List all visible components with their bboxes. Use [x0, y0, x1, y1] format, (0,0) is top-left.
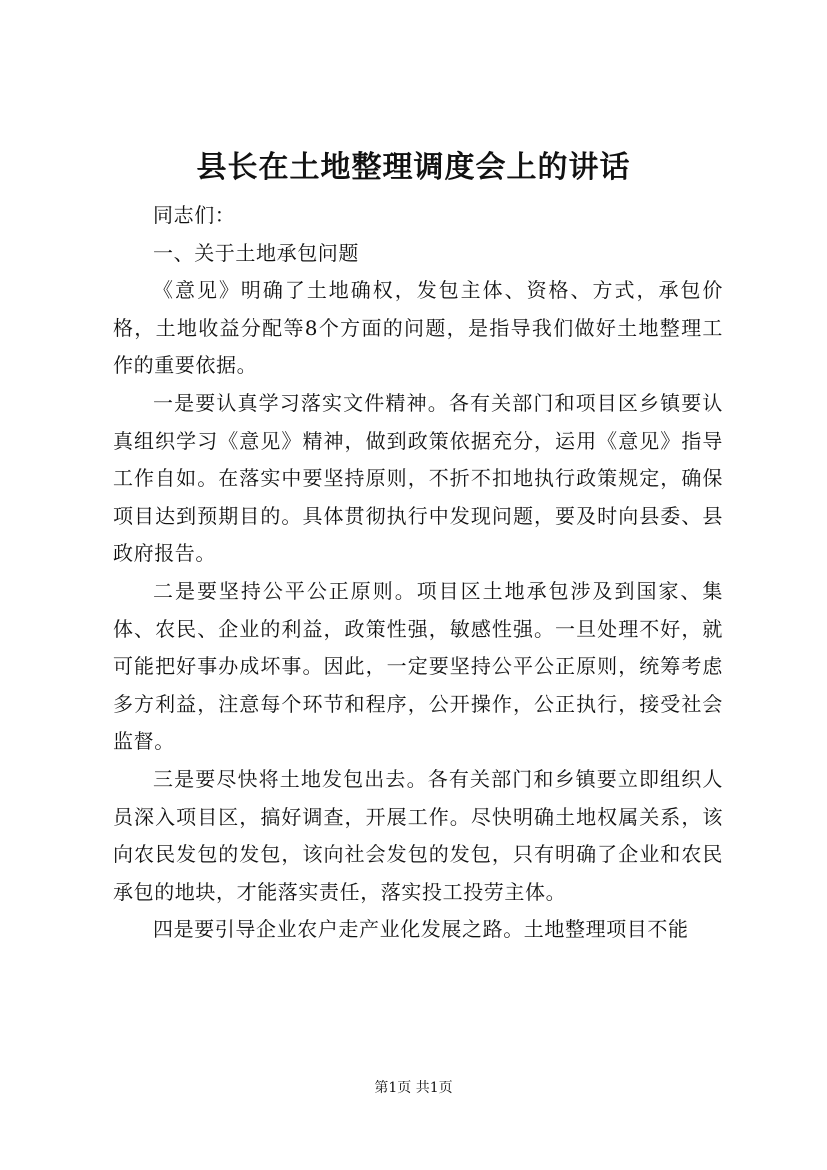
document-body: [113, 197, 723, 949]
section-heading: 一、关于土地承包问题: [153, 240, 359, 265]
document-title: 县长在土地整理调度会上的讲话: [196, 150, 631, 185]
body-paragraph: 一是要认真学习落实文件精神。各有关部门和项目区乡镇要认真组织学习《意见》精神，做到政策依据充分，运用《意见》指导工作自如。在落实中要坚持原则，不折不扣地执行政策规定，确保项目达到预期目的。具体贯彻执行中发现问题，要及时向县委、县政府报告。: [113, 390, 723, 566]
page-number-footer: 第1页 共1页: [374, 1080, 453, 1096]
salutation: 同志们：: [153, 203, 236, 227]
body-paragraph: 二是要坚持公平公正原则。项目区土地承包涉及到国家、集体、农民、企业的利益，政策性强，敏感性强。一旦处理不好，就可能把好事办成坏事。因此，一定要坚持公平公正原则，统筹考虑多方利益，注意每个环节和程序，公开操作，公正执行，接受社会监督。: [113, 578, 723, 754]
body-paragraph: 三是要尽快将土地发包出去。各有关部门和乡镇要立即组织人员深入项目区，搞好调查，开展工作。尽快明确土地权属关系，该向农民发包的发包，该向社会发包的发包，只有明确了企业和农民承包的地块，才能落实责任，落实投工投劳主体。: [113, 766, 723, 904]
body-paragraph: 四是要引导企业农户走产业化发展之路。土地整理项目不能: [153, 917, 689, 942]
body-paragraph: 《意见》明确了土地确权，发包主体、资格、方式，承包价格，土地收益分配等8个方面的问题，是指导我们做好土地整理工作的重要依据。: [113, 278, 723, 378]
